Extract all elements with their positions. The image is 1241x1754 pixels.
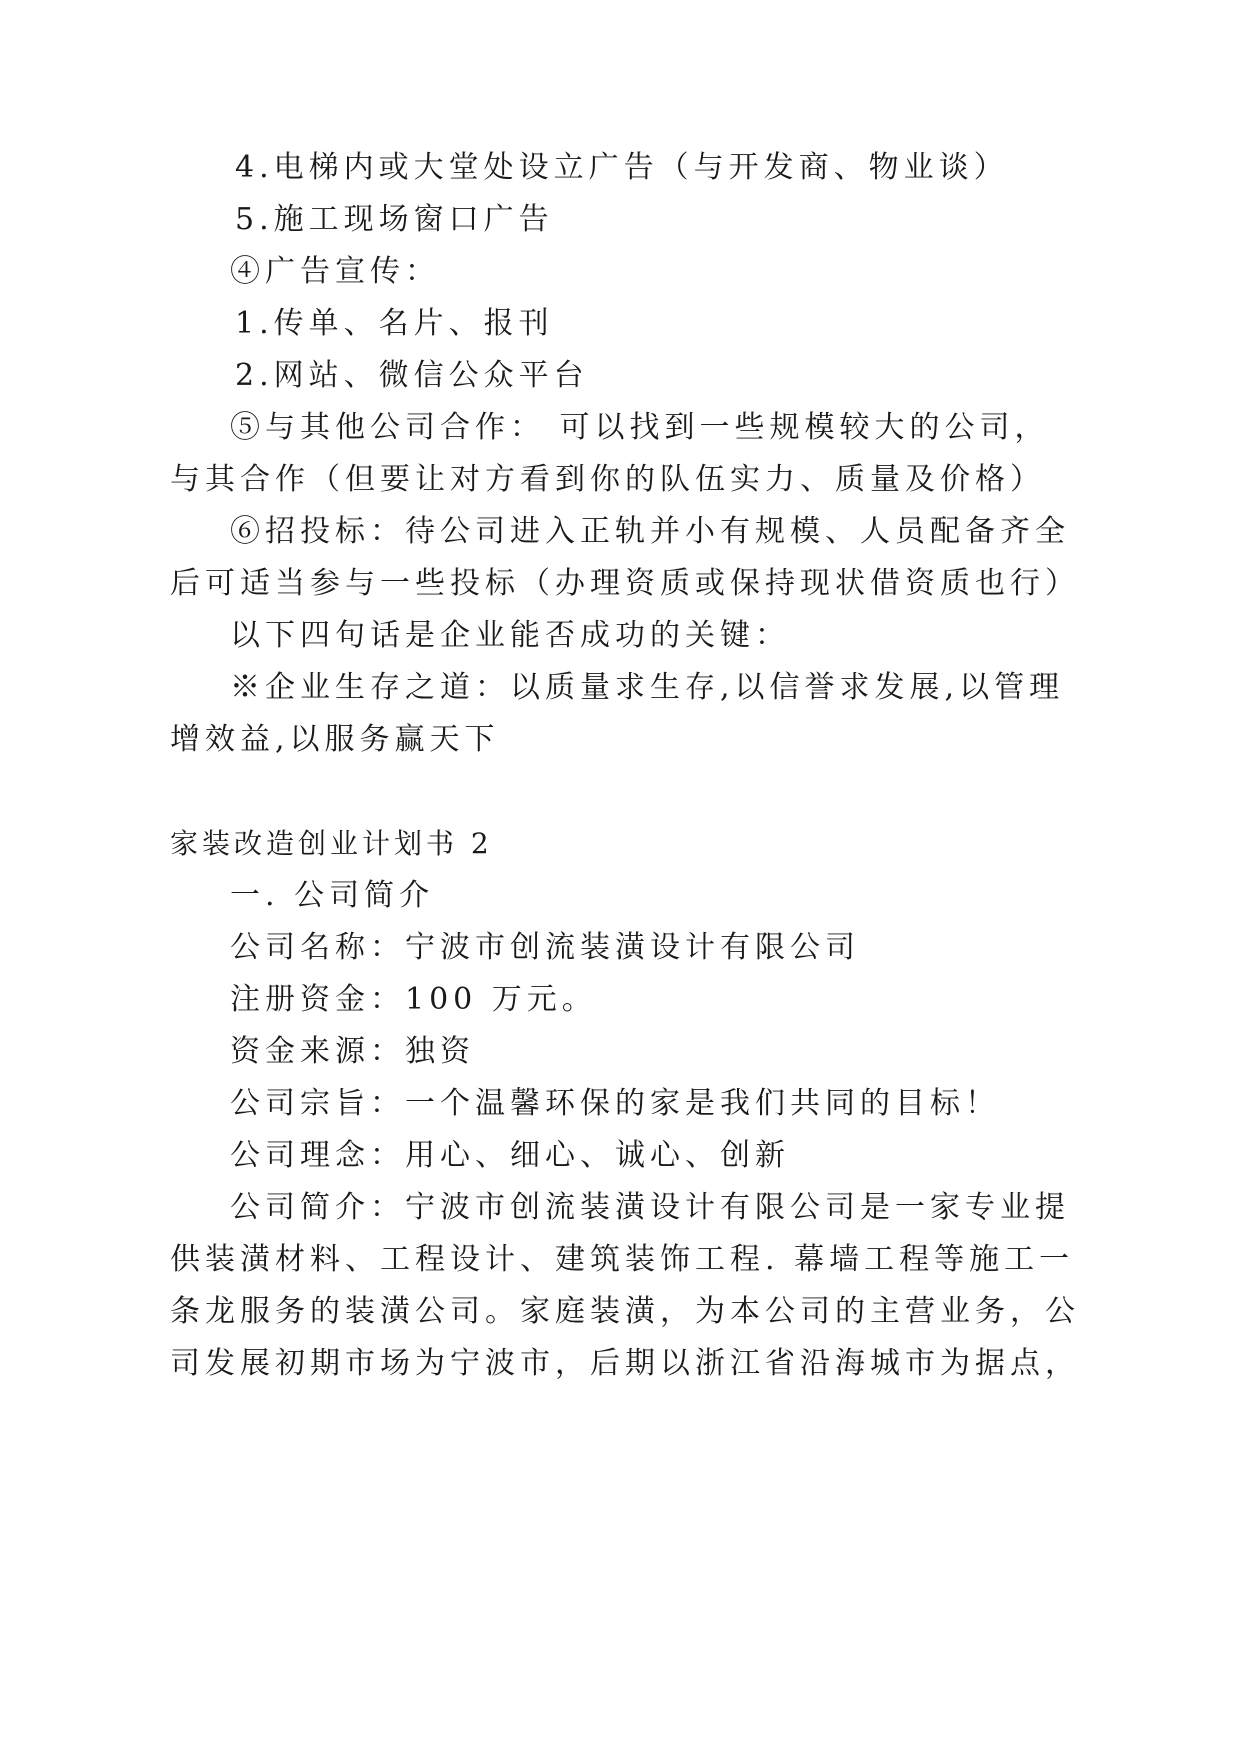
capital-source: 资金来源：独资: [230, 1034, 475, 1069]
registered-capital: 注册资金：100 万元。: [230, 982, 597, 1017]
key-intro: 以下四句话是企业能否成功的关键：: [230, 618, 790, 653]
document-title: 家装改造创业计划书 2: [170, 827, 493, 860]
motto-line-2: 增效益,以服务赢天下: [170, 722, 500, 757]
section-5-line-2: 与其合作（但要让对方看到你的队伍实力、质量及价格）: [170, 462, 1045, 497]
company-intro-line-2: 供装潢材料、工程设计、建筑装饰工程. 幕墙工程等施工一: [170, 1242, 1075, 1277]
ad-item-2: 2.网站、微信公众平台: [235, 358, 589, 393]
company-intro-line-1: 公司简介：宁波市创流装潢设计有限公司是一家专业提: [230, 1190, 1070, 1225]
company-purpose: 公司宗旨：一个温馨环保的家是我们共同的目标！: [230, 1086, 1000, 1121]
company-philosophy: 公司理念：用心、细心、诚心、创新: [230, 1138, 790, 1173]
item-4-elevator-ads: 4.电梯内或大堂处设立广告（与开发商、物业谈）: [235, 150, 1009, 185]
section-1-heading: 一. 公司简介: [230, 878, 435, 913]
section-6-line-1: ⑥招投标：待公司进入正轨并小有规模、人员配备齐全: [230, 514, 1070, 549]
section-4-heading: ④广告宣传：: [230, 254, 440, 289]
section-5-line-1: ⑤与其他公司合作： 可以找到一些规模较大的公司，: [230, 410, 1050, 445]
company-intro-line-3: 条龙服务的装潢公司。家庭装潢，为本公司的主营业务，公: [170, 1294, 1080, 1329]
company-intro-line-4: 司发展初期市场为宁波市，后期以浙江省沿海城市为据点，: [170, 1346, 1080, 1381]
item-5-site-window-ads: 5.施工现场窗口广告: [235, 202, 554, 237]
company-name: 公司名称：宁波市创流装潢设计有限公司: [230, 930, 860, 965]
section-6-line-2: 后可适当参与一些投标（办理资质或保持现状借资质也行）: [170, 566, 1080, 601]
motto-line-1: ※企业生存之道：以质量求生存,以信誉求发展,以管理: [230, 670, 1065, 705]
ad-item-1: 1.传单、名片、报刊: [235, 306, 554, 341]
